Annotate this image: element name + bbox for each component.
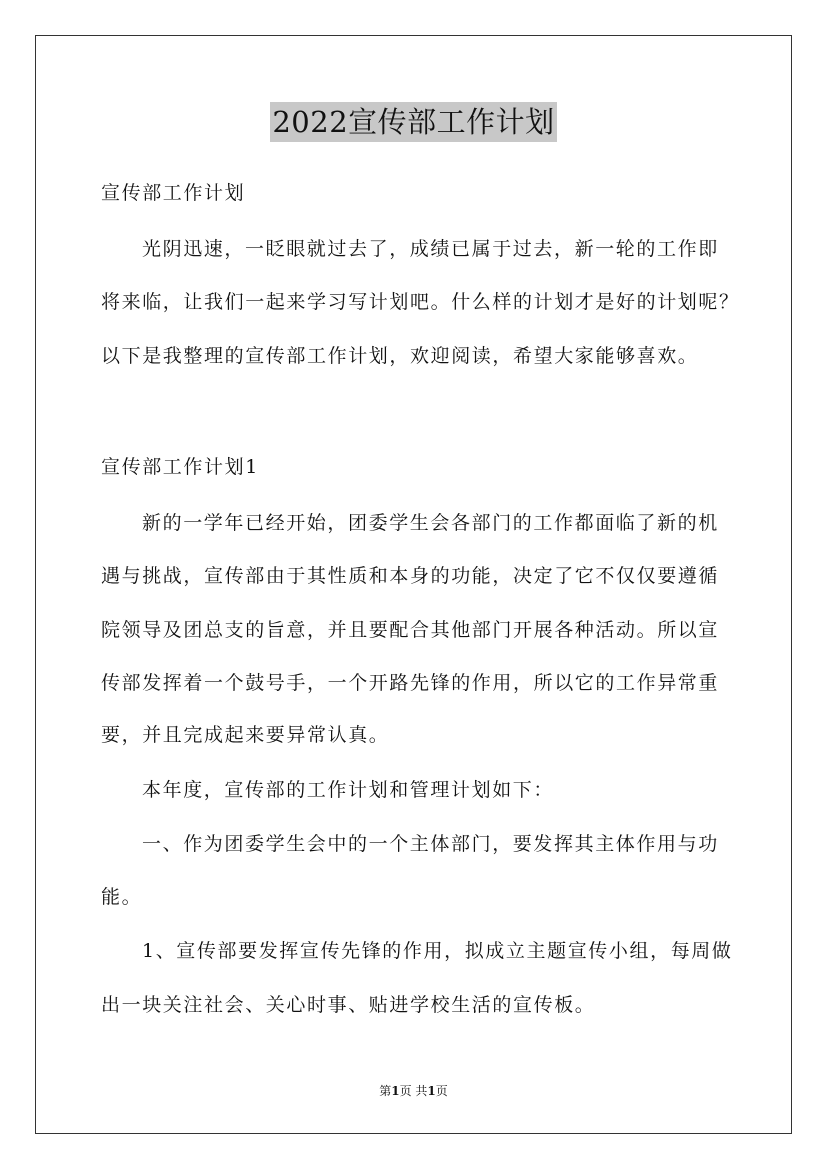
intro-line-1: 光阴迅速，一眨眼就过去了，成绩已属于过去，新一轮的工作即	[142, 238, 719, 260]
section1-para1-line-2: 遇与挑战，宣传部由于其性质和本身的功能，决定了它不仅仅要遵循	[101, 565, 720, 587]
section1-para1-line-5: 要，并且完成起来要异常认真。	[101, 724, 390, 746]
footer-total-pages: 1	[427, 1084, 436, 1098]
section1-para4-line-1: 1、宣传部要发挥宣传先锋的作用，拟成立主题宣传小组，每周做	[142, 940, 733, 962]
section1-para3-line-2: 能。	[101, 886, 143, 908]
page-footer	[0, 1083, 827, 1099]
footer-suffix: 页	[435, 1084, 448, 1098]
footer-current-page: 1	[391, 1084, 400, 1098]
footer-mid: 页 共	[399, 1084, 428, 1098]
footer-prefix: 第	[379, 1084, 392, 1098]
intro-heading: 宣传部工作计划	[101, 182, 246, 204]
section1-para1-line-4: 传部发挥着一个鼓号手，一个开路先锋的作用，所以它的工作异常重	[101, 672, 720, 694]
section1-heading: 宣传部工作计划1	[101, 456, 259, 478]
document-title	[0, 102, 827, 142]
section1-para2: 本年度，宣传部的工作计划和管理计划如下：	[142, 779, 555, 801]
document-title-text: 2022宣传部工作计划	[270, 102, 556, 142]
section1-para1-line-1: 新的一学年已经开始，团委学生会各部门的工作都面临了新的机	[142, 512, 719, 534]
section1-para1-line-3: 院领导及团总支的旨意，并且要配合其他部门开展各种活动。所以宣	[101, 619, 720, 641]
intro-line-2: 将来临，让我们一起来学习写计划吧。什么样的计划才是好的计划呢？	[101, 291, 740, 313]
intro-line-3: 以下是我整理的宣传部工作计划，欢迎阅读，希望大家能够喜欢。	[101, 345, 699, 367]
section1-para3-line-1: 一、作为团委学生会中的一个主体部门，要发挥其主体作用与功	[142, 833, 719, 855]
section1-para4-line-2: 出一块关注社会、关心时事、贴进学校生活的宣传板。	[101, 994, 596, 1016]
